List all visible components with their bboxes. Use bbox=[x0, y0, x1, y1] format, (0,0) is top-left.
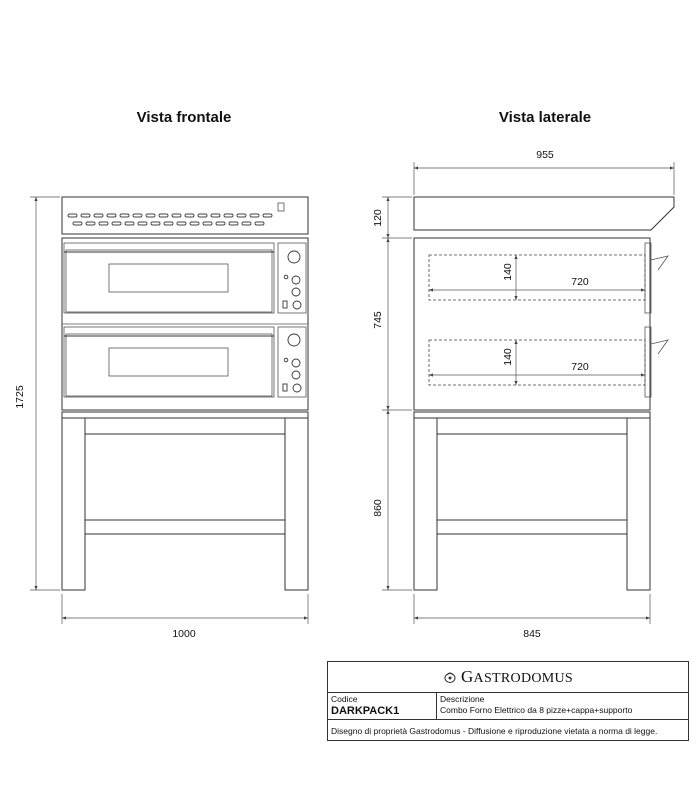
vent-slot bbox=[185, 214, 194, 217]
upper-chamber-depth-label: 720 bbox=[571, 276, 589, 288]
vent-slot bbox=[86, 222, 95, 225]
hood-height-label: 120 bbox=[372, 209, 384, 227]
power-switch-icon bbox=[283, 301, 287, 308]
vent-slot bbox=[263, 214, 272, 217]
vent-slot bbox=[151, 222, 160, 225]
code-cell bbox=[328, 692, 437, 719]
side-stand bbox=[414, 412, 650, 590]
vent-slot bbox=[120, 214, 129, 217]
side-view-title: Vista laterale bbox=[498, 109, 592, 126]
vent-slot bbox=[250, 214, 259, 217]
front-view-title: Vista frontale bbox=[136, 109, 232, 126]
vent-slot bbox=[229, 222, 238, 225]
side-oven-body bbox=[414, 238, 650, 410]
ownership-notice: Disegno di proprietà Gastrodomus - Diffusione e riproduzione vietata a norma di legge. bbox=[331, 726, 658, 736]
upper-chamber-outline bbox=[429, 255, 645, 300]
code-value: DARKPACK1 bbox=[331, 705, 400, 717]
vent-slot bbox=[125, 222, 134, 225]
vent-slot bbox=[177, 222, 186, 225]
vent-slot bbox=[203, 222, 212, 225]
vent-slot bbox=[242, 222, 251, 225]
vent-slot bbox=[216, 222, 225, 225]
front-height-label: 1725 bbox=[14, 385, 26, 409]
hood-vent-slots bbox=[68, 214, 272, 225]
vent-slot bbox=[112, 222, 121, 225]
front-stand bbox=[62, 412, 308, 590]
vent-slot bbox=[81, 214, 90, 217]
vent-slot bbox=[107, 214, 116, 217]
vent-slot bbox=[94, 214, 103, 217]
vent-slot bbox=[133, 214, 142, 217]
vent-slot bbox=[146, 214, 155, 217]
vent-slot bbox=[172, 214, 181, 217]
vent-slot bbox=[224, 214, 233, 217]
vent-slot bbox=[211, 214, 220, 217]
description-cell bbox=[437, 692, 688, 719]
vent-slot bbox=[159, 214, 168, 217]
vent-slot bbox=[190, 222, 199, 225]
vent-slot bbox=[198, 214, 207, 217]
upper-chamber-height-label: 140 bbox=[502, 263, 514, 281]
vent-slot bbox=[255, 222, 264, 225]
code-label: Codice bbox=[331, 694, 358, 704]
vent-slot bbox=[99, 222, 108, 225]
lower-oven-front bbox=[64, 327, 306, 397]
brand-name: GASTRODOMUS bbox=[460, 667, 574, 686]
description-value: Combo Forno Elettrico da 8 pizze+cappa+supporto bbox=[440, 705, 633, 715]
vent-slot bbox=[164, 222, 173, 225]
oven-knob-icon bbox=[288, 251, 300, 263]
side-hood bbox=[414, 197, 674, 230]
upper-oven-front bbox=[64, 243, 306, 313]
side-top-depth-label: 955 bbox=[536, 149, 554, 161]
front-view bbox=[14, 197, 308, 640]
vent-slot bbox=[138, 222, 147, 225]
front-width-label: 1000 bbox=[172, 628, 196, 640]
description-label: Descrizione bbox=[440, 694, 485, 704]
vent-slot bbox=[237, 214, 246, 217]
side-bottom-depth-label: 845 bbox=[523, 628, 541, 640]
lower-chamber-outline bbox=[429, 340, 645, 385]
vent-slot bbox=[68, 214, 77, 217]
title-block bbox=[327, 661, 689, 741]
ovens-height-label: 745 bbox=[372, 311, 384, 329]
brand-header bbox=[328, 662, 688, 693]
lower-chamber-depth-label: 720 bbox=[571, 361, 589, 373]
stand-height-label: 860 bbox=[372, 499, 384, 517]
side-view bbox=[372, 149, 674, 640]
vent-slot bbox=[73, 222, 82, 225]
brand-logo-icon bbox=[443, 670, 457, 684]
lower-chamber-height-label: 140 bbox=[502, 348, 514, 366]
